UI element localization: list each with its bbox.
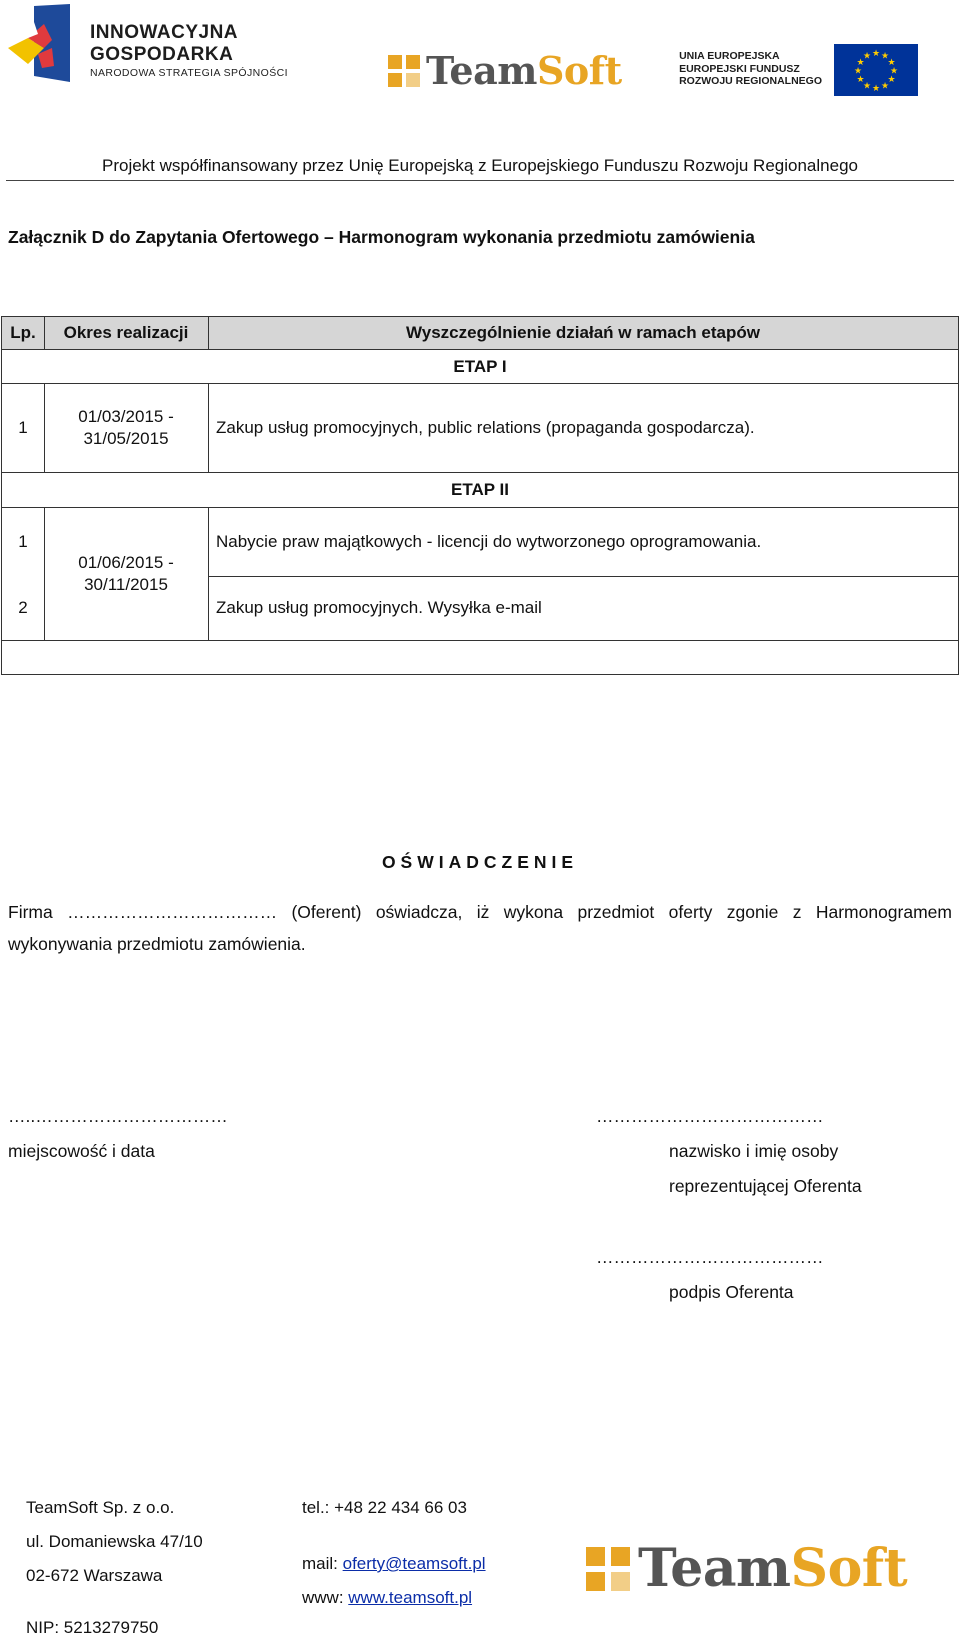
stage1-row1-lp: 1 [18,418,28,437]
statement-title: OŚWIADCZENIE [381,852,579,872]
table-empty-row [2,641,958,674]
table-header-period: Okres realizacji [44,317,208,349]
table-line [1,507,959,508]
svg-text:★: ★ [871,84,881,94]
table-line [44,507,45,641]
table-line [1,349,959,350]
svg-text:★: ★ [862,51,872,62]
svg-text:★: ★ [853,66,863,77]
eu-flag-icon [834,44,918,96]
schedule-table [0,0,960,700]
table-header-details: Wyszczególnienie działań w ramach etapów [208,317,958,349]
svg-text:★: ★ [880,51,890,62]
place-date-dots: …..…………………………… [8,1106,228,1126]
innowacyjna-logo-line2: GOSPODARKA [90,44,234,65]
eu-logo-text [679,50,822,88]
teamsoft-footer-logo [586,1538,907,1599]
eu-logo-line1: UNIA EUROPEJSKA [679,50,780,62]
footer-street: ul. Domaniewska 47/10 [26,1532,203,1551]
innowacyjna-gospodarka-emblem-icon [8,4,70,84]
svg-text:★: ★ [856,58,865,68]
statement-body: Firma ……………………………… (Oferent) oświadcza, iż wykona przedmiot oferty zgonie z Harmonogramem wykonywania przedmiotu zamówienia. [8,902,952,954]
stage2-row2-lp: 2 [18,598,28,617]
table-line [208,383,209,473]
table-header-lp: Lp. [2,317,44,349]
name-label-line1: nazwisko i imię osoby [669,1141,839,1161]
document-title: Załącznik D do Zapytania Ofertowego – Harmonogram wykonania przedmiotu zamówienia [8,227,755,247]
eu-logo-line3: ROZWOJU REGIONALNEGO [679,75,822,87]
footer-www-link[interactable]: www.teamsoft.pl [348,1588,473,1607]
teamsoft-footer-squares-icon [586,1547,630,1591]
signature-dots: ………………………………… [596,1247,824,1267]
innowacyjna-logo-line3: NARODOWA STRATEGIA SPÓJNOŚCI [90,67,288,79]
svg-text:★: ★ [871,49,881,59]
table-line [1,316,959,317]
signature-label: podpis Oferenta [669,1282,794,1302]
footer-mail-label: mail: [302,1554,343,1573]
teamsoft-squares-icon [388,55,420,87]
svg-text:★: ★ [887,75,896,85]
place-date-label: miejscowość i data [8,1141,155,1161]
footer-www-line [302,1588,472,1608]
teamsoft-wordmark: TeamSoft [426,48,622,93]
stage1-label: ETAP I [453,356,507,376]
table-line [1,316,2,675]
svg-text:★: ★ [887,58,896,68]
innowacyjna-gospodarka-logo [8,4,308,84]
eu-logo-line2: EUROPEJSKI FUNDUSZ [679,62,800,75]
stage2-period: 01/06/2015 - 30/11/2015 [78,553,174,594]
svg-text:★: ★ [862,81,872,92]
footer-mail-line [302,1554,486,1574]
teamsoft-footer-wordmark: TeamSoft [638,1538,908,1599]
stage2-row2-description: Zakup usług promocyjnych. Wysyłka e-mail [216,598,542,617]
stage2-label: ETAP II [451,480,509,499]
svg-text:★: ★ [889,66,899,77]
table-line [44,383,45,473]
header-divider [6,180,954,181]
name-label-line2: reprezentującej Oferenta [669,1176,862,1196]
stage2-row1-description: Nabycie praw majątkowych - licencji do wytworzonego oprogramowania. [216,532,762,551]
table-line [208,507,209,641]
footer-mail-link[interactable]: oferty@teamsoft.pl [342,1554,486,1573]
table-line [1,640,959,641]
table-line [44,316,45,350]
footer-company: TeamSoft Sp. z o.o. [26,1498,175,1517]
innowacyjna-logo-line1: INNOWACYJNA [90,22,239,43]
table-line [208,316,209,350]
table-line [1,472,959,473]
name-dots: ………………………………… [596,1106,824,1126]
stage1-row1-description: Zakup usług promocyjnych, public relations (propaganda gospodarcza). [216,418,755,437]
table-line [1,383,959,384]
footer-phone: tel.: +48 22 434 66 03 [302,1498,467,1517]
svg-text:★: ★ [880,81,890,92]
stage1-row1-period: 01/03/2015 - 31/05/2015 [78,407,174,448]
footer-nip: NIP: 5213279750 [26,1618,159,1637]
table-line [1,674,959,675]
teamsoft-header-logo [388,48,622,93]
footer-city: 02-672 Warszawa [26,1566,163,1585]
footer-www-label: www: [302,1588,349,1607]
table-line [208,576,959,577]
stage2-row1-lp: 1 [18,532,28,551]
svg-text:★: ★ [856,75,865,85]
cofinancing-note: Projekt współfinansowany przez Unię Europejską z Europejskiego Funduszu Rozwoju Regionalnego [102,156,858,175]
table-line [958,316,959,675]
